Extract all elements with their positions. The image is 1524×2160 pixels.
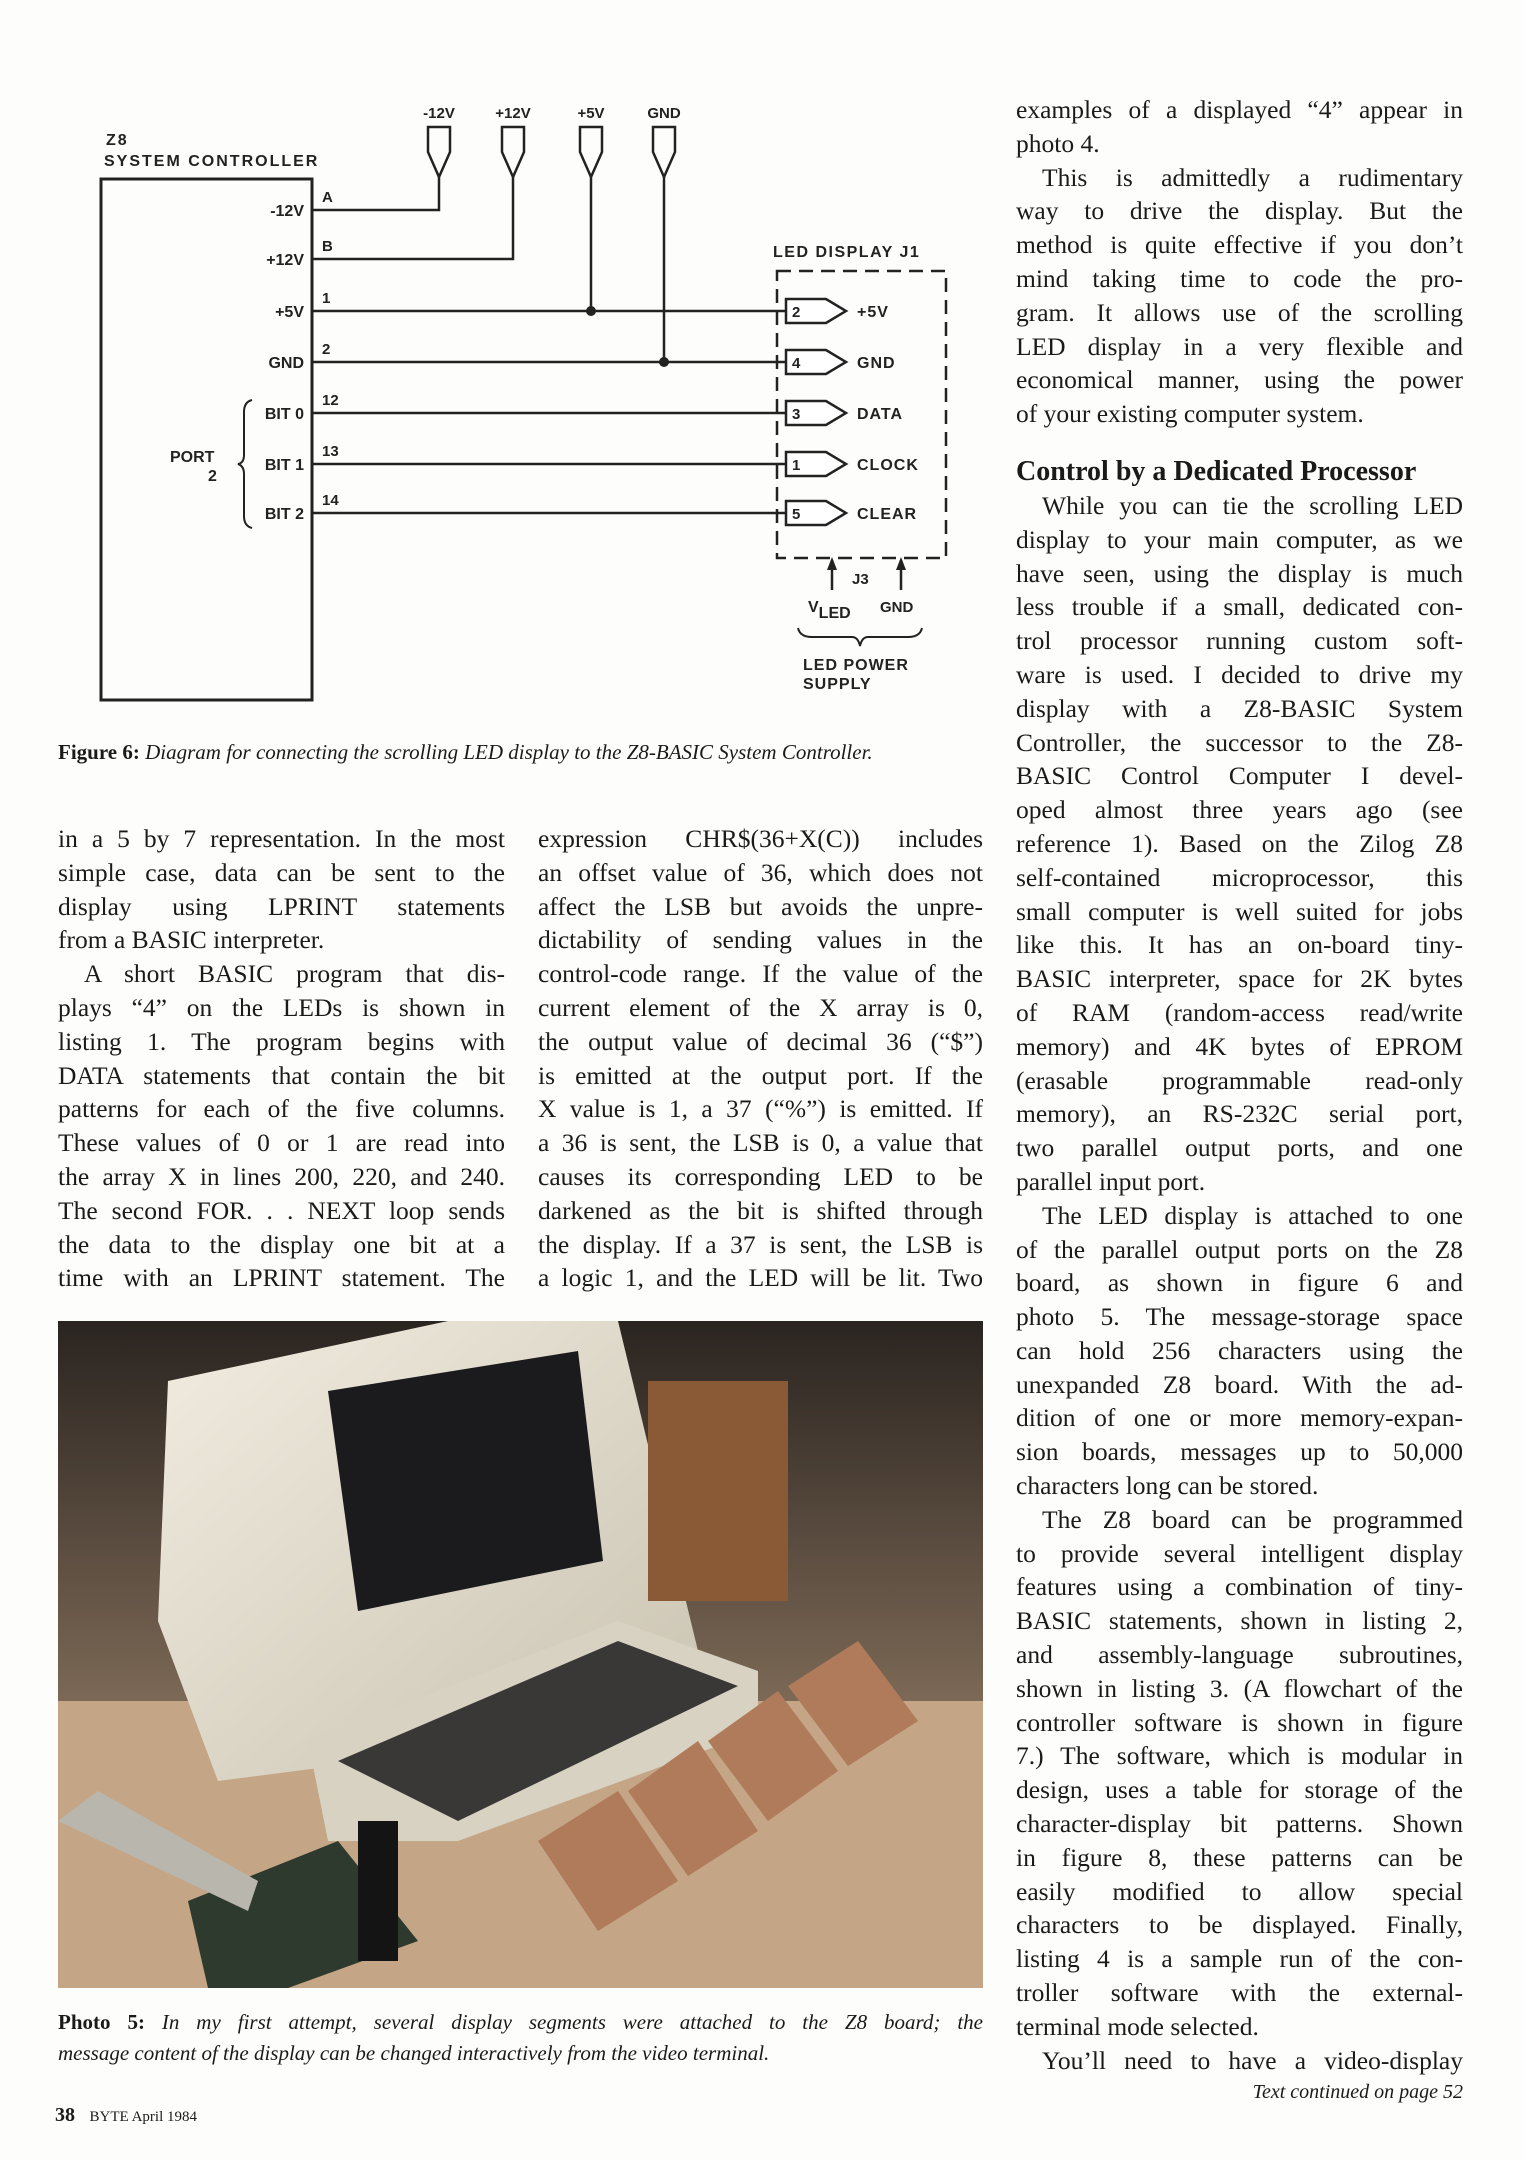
text-line: sion boards, messages up to 50,000	[1016, 1437, 1463, 1467]
text-line: features using a combination of tiny-	[1016, 1572, 1463, 1602]
text-line: time with an LPRINT statement. The	[58, 1263, 505, 1293]
supply-label: -12V	[423, 105, 455, 122]
text-line: DATA statements that contain the bit	[58, 1060, 505, 1090]
text-line: listing 4 is a sample run of the con-	[1016, 1944, 1463, 1974]
text-line: parallel input port.	[1016, 1166, 1206, 1196]
text-line: memory) and 4K bytes of EPROM	[1016, 1031, 1463, 1061]
text-line: ware is used. I decided to drive my	[1016, 659, 1463, 689]
text-line: board, as shown in figure 6 and	[1016, 1268, 1463, 1298]
text-line: darkened as the bit is shifted through	[538, 1195, 983, 1225]
controller-pin-label: GND	[268, 355, 304, 372]
right-text-column	[1016, 93, 1463, 2107]
led-display-title: LED DISPLAY J1	[773, 244, 921, 261]
text-line: way to drive the display. But the	[1016, 196, 1463, 226]
text-line: causes its corresponding LED to be	[538, 1161, 983, 1191]
text-line: economical manner, using the power	[1016, 365, 1463, 395]
controller-pin-label: +5V	[275, 304, 304, 321]
text-line: controller software is shown in figure	[1016, 1707, 1463, 1737]
page-footer	[55, 2104, 197, 2127]
photo-caption-label: Photo 5:	[58, 2010, 145, 2034]
j3-label: J3	[852, 571, 869, 588]
text-line: trol processor running custom soft-	[1016, 626, 1463, 656]
text-line: This is admittedly a rudimentary	[1042, 162, 1463, 192]
text-line: dition of one or more memory-expan-	[1016, 1403, 1463, 1433]
text-line: plays “4” on the LEDs is shown in	[58, 992, 505, 1022]
photo-caption-line: message content of the display can be changed interactively from the video terminal.	[58, 2041, 770, 2065]
photo-caption-line: In my first attempt, several display segments were attached to the Z8 board; the	[144, 2010, 983, 2034]
text-line: can hold 256 characters using the	[1016, 1335, 1463, 1365]
pin-number: 12	[322, 392, 339, 409]
figure-caption-label: Figure 6:	[58, 740, 140, 764]
text-line: Controller, the successor to the Z8-	[1016, 727, 1463, 757]
text-line: mind taking time to code the pro-	[1016, 263, 1463, 293]
led-connector-label: DATA	[857, 406, 904, 423]
text-line: is emitted at the output port. If the	[538, 1060, 983, 1090]
led-connector-number: 2	[792, 304, 801, 321]
text-line: memory), an RS-232C serial port,	[1016, 1099, 1463, 1129]
text-line: unexpanded Z8 board. With the ad-	[1016, 1369, 1463, 1399]
text-line: in a 5 by 7 representation. In the most	[58, 824, 505, 853]
supply-label: +12V	[495, 105, 531, 122]
text-line: terminal mode selected.	[1016, 2011, 1259, 2041]
led-connector-number: 4	[792, 355, 801, 372]
controller-pin-label: BIT 1	[264, 457, 304, 474]
text-line: These values of 0 or 1 are read into	[58, 1128, 505, 1158]
controller-pin-label: +12V	[266, 252, 304, 269]
circuit-box	[648, 1381, 788, 1601]
text-line: to provide several intelligent display	[1016, 1538, 1463, 1568]
text-line: BASIC statements, shown in listing 2,	[1016, 1606, 1463, 1636]
text-line: self-contained microprocessor, this	[1016, 862, 1463, 892]
text-line: photo 4.	[1016, 128, 1100, 158]
supply-label: +5V	[577, 105, 605, 122]
text-line: affect the LSB but avoids the unpre-	[538, 891, 983, 921]
text-line: display with a Z8-BASIC System	[1016, 693, 1463, 723]
text-line: A short BASIC program that dis-	[84, 959, 505, 989]
figure-caption	[58, 740, 873, 765]
text-line: character-display bit patterns. Shown	[1016, 1809, 1463, 1839]
text-line: troller software with the external-	[1016, 1978, 1463, 2008]
text-line: easily modified to allow special	[1016, 1876, 1463, 1906]
text-line: (erasable programmable read-only	[1016, 1065, 1463, 1095]
text-line: of the parallel output ports on the Z8	[1016, 1234, 1463, 1264]
supply-connector-icon	[502, 127, 524, 177]
led-connector-number: 3	[792, 406, 801, 423]
text-line: from a BASIC interpreter.	[58, 925, 325, 955]
text-line: have seen, using the display is much	[1016, 558, 1463, 588]
text-line: X value is 1, a 37 (“%”) is emitted. If	[538, 1094, 983, 1124]
photo-5-terminal-and-led-display	[58, 1321, 983, 1988]
text-line: examples of a displayed “4” appear in	[1016, 95, 1463, 124]
text-line: characters to be displayed. Finally,	[1016, 1910, 1463, 1940]
text-line: dictability of sending values in the	[538, 925, 983, 955]
text-line: of RAM (random-access read/write	[1016, 997, 1463, 1027]
text-line: a logic 1, and the LED will be lit. Two	[538, 1263, 983, 1293]
text-line: patterns for each of the five columns.	[58, 1094, 505, 1124]
led-connector-label: CLOCK	[857, 457, 919, 474]
text-line: While you can tie the scrolling LED	[1042, 490, 1463, 520]
supply-label: GND	[647, 105, 681, 122]
text-line: and assembly-language subroutines,	[1016, 1640, 1463, 1670]
text-line: a 36 is sent, the LSB is 0, a value that	[538, 1128, 983, 1158]
text-line: You’ll need to have a video-display	[1042, 2045, 1463, 2075]
vled-subscript: LED	[818, 605, 851, 622]
junction-dot	[659, 357, 669, 367]
text-line: current element of the X array is 0,	[538, 992, 983, 1022]
text-line: photo 5. The message-storage space	[1016, 1302, 1463, 1332]
text-line: two parallel output ports, and one	[1016, 1133, 1463, 1163]
power-gnd-label: GND	[880, 599, 914, 616]
text-line: LED display in a very flexible and	[1016, 331, 1463, 361]
text-line: an offset value of 36, which does not	[538, 857, 983, 887]
controller-pin-label: BIT 2	[264, 506, 304, 523]
text-line: display to your main computer, as we	[1016, 524, 1463, 554]
pin-number: 13	[322, 443, 339, 460]
text-line: like this. It has an on-board tiny-	[1016, 930, 1463, 960]
text-line: of your existing computer system.	[1016, 399, 1364, 429]
vled-label	[808, 599, 851, 622]
text-line: BASIC interpreter, space for 2K bytes	[1016, 964, 1463, 994]
text-line: expression CHR$(36+X(C)) includes	[538, 824, 983, 853]
text-line: The Z8 board can be programmed	[1042, 1504, 1463, 1534]
text-line: method is quite effective if you don’t	[1016, 230, 1463, 260]
text-line: the data to the display one bit at a	[58, 1229, 505, 1259]
middle-text-column	[538, 822, 983, 1295]
text-line: gram. It allows use of the scrolling	[1016, 297, 1463, 327]
text-line: in figure 8, these patterns can be	[1016, 1842, 1463, 1872]
supply-connector-icon	[580, 127, 602, 177]
led-connector-number: 5	[792, 506, 801, 523]
port-brace	[238, 400, 252, 528]
led-connector-label: +5V	[857, 304, 889, 321]
supply-connector-icon	[428, 127, 450, 177]
pin-number: 2	[322, 341, 331, 358]
photo-caption	[58, 2007, 983, 2069]
text-line: the array X in lines 200, 220, and 240.	[58, 1161, 505, 1191]
figure-caption-text: Diagram for connecting the scrolling LED display to the Z8-BASIC System Controller.	[139, 740, 873, 764]
pin-number: 14	[322, 492, 339, 509]
section-heading: Control by a Dedicated Processor	[1016, 455, 1417, 487]
supply-connector-icon	[653, 127, 675, 177]
wire-plus12v	[312, 177, 513, 259]
text-line: characters long can be stored.	[1016, 1471, 1319, 1501]
text-line: less trouble if a small, dedicated con-	[1016, 592, 1463, 622]
text-line: small computer is well suited for jobs	[1016, 896, 1463, 926]
publication-name: BYTE April 1984	[89, 2109, 197, 2125]
page-number: 38	[55, 2104, 75, 2126]
text-line: BASIC Control Computer I devel-	[1016, 761, 1463, 791]
text-line: control-code range. If the value of the	[538, 959, 983, 989]
text-line: listing 1. The program begins with	[58, 1026, 505, 1056]
continued-note: Text continued on page 52	[1252, 2081, 1463, 2104]
text-line: reference 1). Based on the Zilog Z8	[1016, 828, 1463, 858]
text-line: shown in listing 3. (A flowchart of the	[1016, 1673, 1463, 1703]
text-line: simple case, data can be sent to the	[58, 857, 505, 887]
text-line: design, uses a table for storage of the	[1016, 1775, 1463, 1805]
text-line: oped almost three years ago (see	[1016, 795, 1463, 825]
pin-number: B	[322, 238, 333, 255]
power-brace	[798, 628, 922, 646]
controller-pin-label: -12V	[270, 203, 304, 220]
text-line: the output value of decimal 36 (“$”)	[538, 1026, 983, 1056]
power-supply-label: SUPPLY	[803, 676, 872, 693]
port-label: PORT	[170, 449, 215, 466]
controller-title: Z8	[106, 132, 129, 149]
led-connector-label: GND	[857, 355, 896, 372]
pin-number: 1	[322, 290, 331, 307]
text-line: display using LPRINT statements	[58, 891, 505, 921]
text-line: The LED display is attached to one	[1042, 1200, 1463, 1230]
text-line: the display. If a 37 is sent, the LSB is	[538, 1229, 983, 1259]
text-line: 7.) The software, which is modular in	[1016, 1741, 1463, 1771]
left-text-column	[58, 822, 505, 1295]
led-connector-label: CLEAR	[857, 506, 918, 523]
power-supply-label: LED POWER	[803, 657, 909, 674]
vled-v: V	[808, 599, 819, 616]
text-line: The second FOR. . . NEXT loop sends	[58, 1195, 505, 1225]
board-stand	[358, 1821, 398, 1961]
controller-pin-label: BIT 0	[264, 406, 304, 423]
pin-number: A	[322, 189, 333, 206]
port-label: 2	[208, 468, 217, 485]
junction-dot	[586, 306, 596, 316]
controller-title: SYSTEM CONTROLLER	[104, 153, 320, 170]
led-connector-number: 1	[792, 457, 801, 474]
